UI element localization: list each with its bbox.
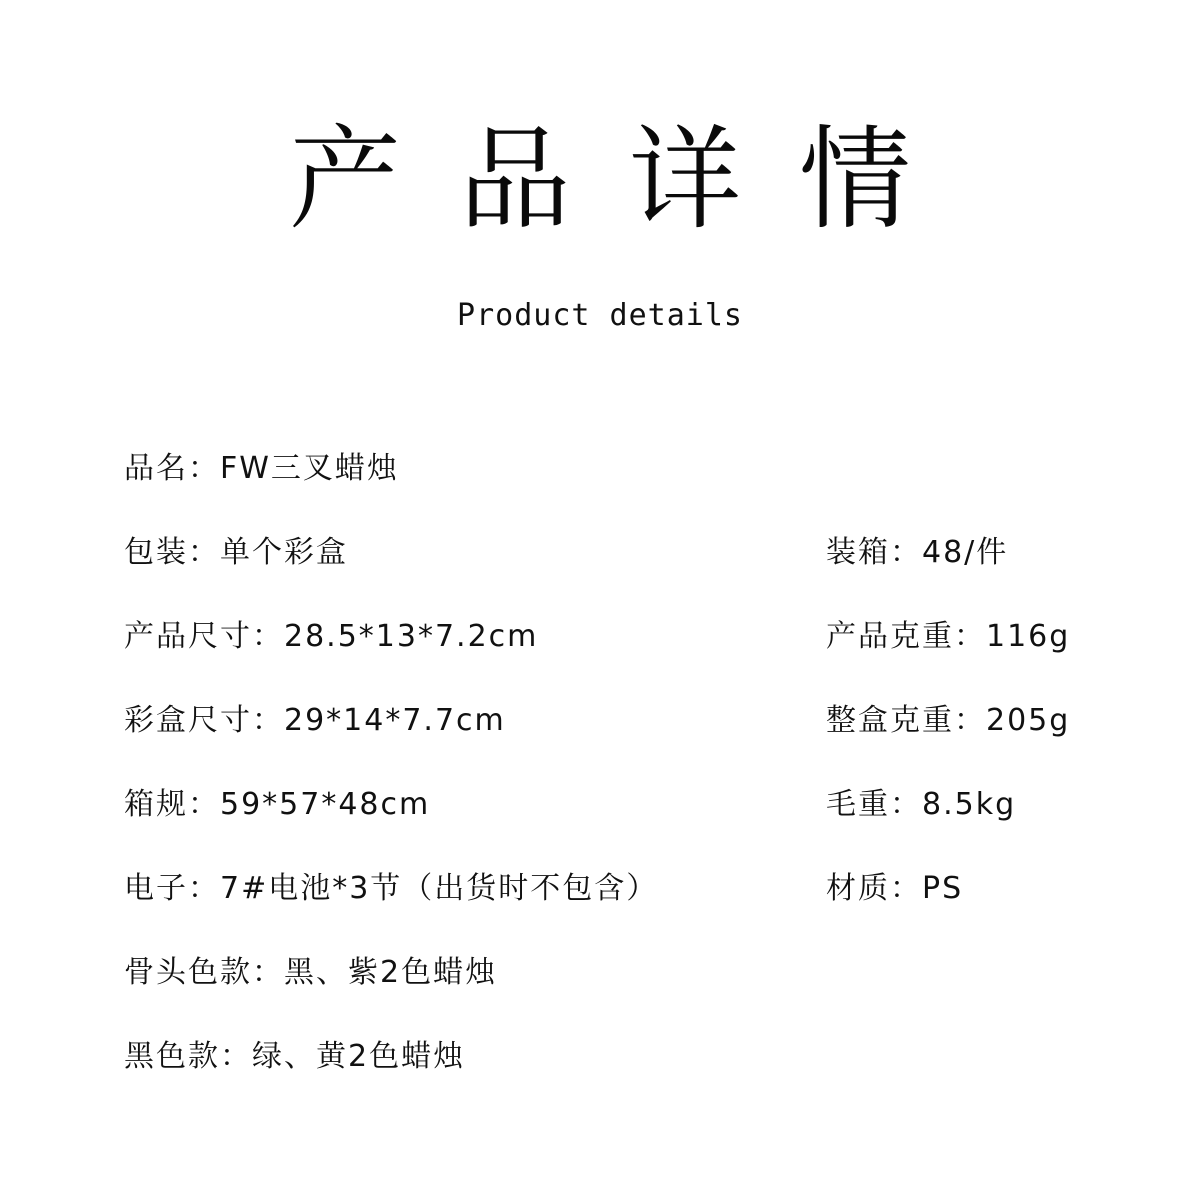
- spec-carton-size: 箱规：59*57*48cm: [124, 787, 431, 822]
- spec-product-name: 品名：FW三叉蜡烛: [124, 451, 399, 486]
- spec-material: 材质：PS: [826, 871, 964, 906]
- spec-packaging: 包装：单个彩盒: [124, 535, 348, 570]
- spec-product-weight: 产品克重：116g: [826, 619, 1071, 654]
- spec-product-size: 产品尺寸：28.5*13*7.2cm: [124, 619, 539, 654]
- spec-electronics: 电子：7#电池*3节（出货时不包含）: [124, 871, 659, 906]
- spec-box-size: 彩盒尺寸：29*14*7.7cm: [124, 703, 506, 738]
- spec-carton-quantity: 装箱：48/件: [826, 535, 1009, 570]
- spec-bone-color-style: 骨头色款：黑、紫2色蜡烛: [124, 955, 498, 990]
- page-title: 产品详情: [289, 115, 969, 245]
- spec-box-weight: 整盒克重：205g: [826, 703, 1071, 738]
- spec-black-color-style: 黑色款：绿、黄2色蜡烛: [124, 1039, 466, 1074]
- spec-gross-weight: 毛重：8.5kg: [826, 787, 1017, 822]
- page-subtitle: Product details: [457, 298, 743, 333]
